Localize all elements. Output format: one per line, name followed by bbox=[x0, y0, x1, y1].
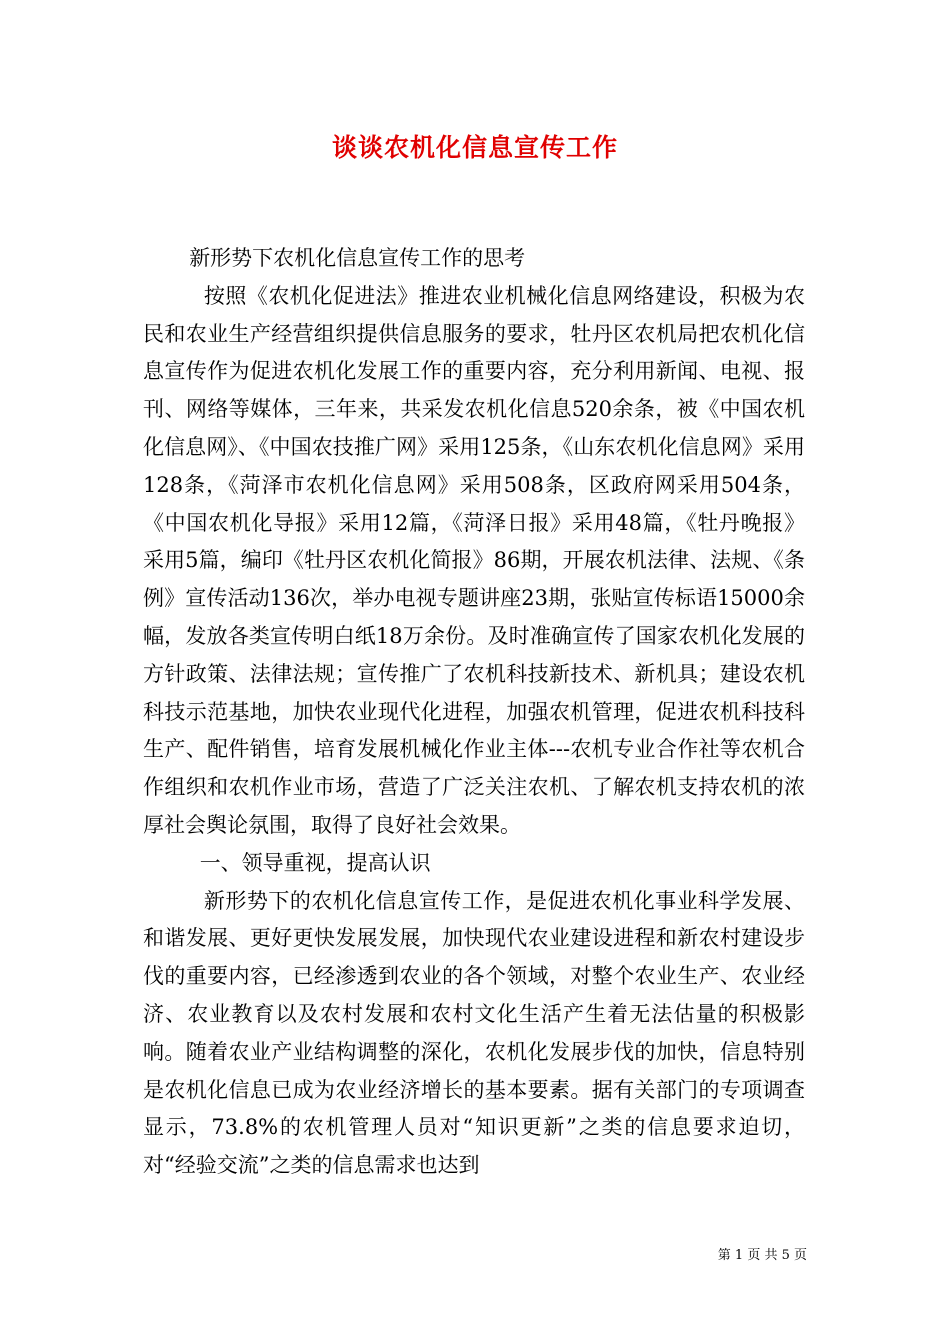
page-indicator: 第 1 页 共 5 页 bbox=[717, 1248, 807, 1263]
document-subtitle: 新形势下农机化信息宣传工作的思考 bbox=[189, 246, 526, 270]
paragraph: 新形势下的农机化信息宣传工作，是促进农机化事业科学发展、和谐发展、更好更快发展发展，加快现代农业建设进程和新农村建设步伐的重要内容，已经渗透到农业的各个领域，对整个农业生产、农业经济、农业教育以及农村发展和农村文化生活产生着无法估量的积极影响。随着农业产业结构调整的深化，农机化发展步伐的加快，信息特别是农机化信息已成为农业经济增长的基本要素。据有关部门的专项调查显示，73.8%的农机管理人员对“知识更新”之类的信息要求迫切，对“经验交流”之类的信息需求也达到 bbox=[143, 888, 805, 1178]
paragraph: 按照《农机化促进法》推进农业机械化信息网络建设，积极为农民和农业生产经营组织提供信息服务的要求，牡丹区农机局把农机化信息宣传作为促进农机化发展工作的重要内容，充分利用新闻、电视、报刊、网络等媒体，三年来，共采发农机化信息520余条，被《中国农机化信息网》、《中国农技推广网》采用125条，《山东农机化信息网》采用128条，《菏泽市农机化信息网》采用508条，区政府网采用504条，《中国农机化导报》采用12篇，《菏泽日报》采用48篇，《牡丹晚报》采用5篇，编印《牡丹区农机化简报》86期，开展农机法律、法规、《条例》宣传活动136次，举办电视专题讲座23期，张贴宣传标语15000余幅，发放各类宣传明白纸18万余份。及时准确宣传了国家农机化发展的方针政策、法律法规；宣传推广了农机科技新技术、新机具；建设农机科技示范基地，加快农业现代化进程，加强农机管理，促进农机科技科生产、配件销售，培育发展机械化作业主体---农机专业合作社等农机合作组织和农机作业市场，营造了广泛关注农机、了解农机支持农机的浓厚社会舆论氛围，取得了良好社会效果。 bbox=[143, 283, 805, 837]
section-heading: 一、领导重视，提高认识 bbox=[199, 850, 431, 875]
document-body bbox=[143, 240, 805, 1185]
document-title: 谈谈农机化信息宣传工作 bbox=[331, 133, 618, 162]
